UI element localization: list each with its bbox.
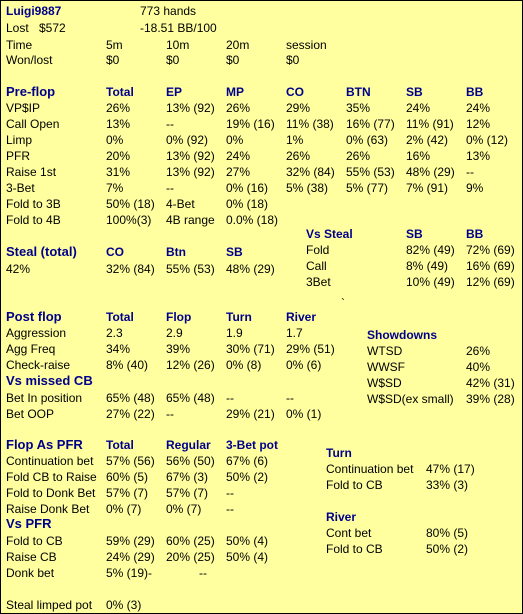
river-fold-cb-value: 50% (2) [426, 542, 469, 556]
aggression-flop: 2.9 [166, 326, 183, 340]
call-open-mp: 19% (16) [226, 117, 275, 131]
raise-donk-regular: 0% (7) [166, 502, 202, 516]
preflop-col-co: CO [286, 85, 304, 99]
fold-to-4b-label: Fold to 4B [6, 213, 61, 227]
wonlost-label: Won/lost [6, 53, 53, 67]
turn-cbet-value: 47% (17) [426, 462, 475, 476]
cbet-total: 57% (56) [106, 454, 155, 468]
postflop-col-total: Total [106, 310, 134, 324]
raise-first-co: 32% (84) [286, 165, 335, 179]
aggression-label: Aggression [6, 326, 67, 340]
fold-cb-raise-label: Fold CB to Raise [6, 470, 97, 484]
wsd-value: 42% (31) [466, 376, 515, 390]
steal-heading: Steal (total) [6, 244, 77, 259]
three-bet-mp: 0% (16) [226, 181, 269, 195]
vs-steal-3bet-bb: 12% (69) [466, 275, 515, 289]
flop-pfr-col-total: Total [106, 438, 134, 452]
vpip-total: 26% [106, 101, 131, 115]
bet-ip-label: Bet In position [6, 391, 83, 405]
pfr-co: 26% [286, 149, 311, 163]
vs-steal-call-sb: 8% (49) [406, 259, 449, 273]
vs-steal-fold-sb: 82% (49) [406, 243, 455, 257]
fold-to-cb-3bet-pot: 50% (4) [226, 534, 269, 548]
vpip-bb: 24% [466, 101, 491, 115]
fold-donk-total: 57% (7) [106, 486, 149, 500]
bet-oop-label: Bet OOP [6, 407, 55, 421]
wsd-ex-small-value: 39% (28) [466, 392, 515, 406]
fold-cb-raise-total: 60% (5) [106, 470, 149, 484]
steal-btn-value: 55% (53) [166, 262, 215, 276]
flop-pfr-heading: Flop As PFR [6, 437, 83, 452]
wsd-label: W$SD [367, 376, 402, 390]
steal-co-value: 32% (84) [106, 262, 155, 276]
call-open-co: 11% (38) [286, 117, 334, 131]
time-session: session [286, 38, 327, 52]
vpip-co: 29% [286, 101, 311, 115]
steal-limped-label: Steal limped pot [6, 598, 93, 612]
steal-col-co: CO [106, 245, 124, 259]
check-raise-turn: 0% (8) [226, 358, 262, 372]
player-name: Luigi9887 [6, 4, 62, 18]
agg-freq-total: 34% [106, 342, 131, 356]
check-raise-total: 8% (40) [106, 358, 149, 372]
vs-steal-heading: Vs Steal [306, 227, 353, 241]
agg-freq-turn: 30% (71) [226, 342, 275, 356]
check-raise-label: Check-raise [6, 358, 71, 372]
limp-label: Limp [6, 133, 33, 147]
vs-steal-col-sb: SB [406, 227, 423, 241]
pfr-sb: 16% [406, 149, 431, 163]
fold-donk-label: Fold to Donk Bet [6, 486, 96, 500]
agg-freq-flop: 39% [166, 342, 191, 356]
preflop-col-sb: SB [406, 85, 423, 99]
river-cbet-label: Cont bet [326, 526, 372, 540]
vpip-mp: 26% [226, 101, 251, 115]
raise-first-ep: 13% (92) [166, 165, 215, 179]
wonlost-20m: $0 [226, 53, 240, 67]
preflop-col-bb: BB [466, 85, 484, 99]
lost-label: Lost [6, 21, 29, 35]
bet-oop-turn: 29% (21) [226, 407, 275, 421]
raise-donk-3bet-pot: -- [226, 502, 234, 516]
raise-first-total: 31% [106, 165, 131, 179]
time-20m: 20m [226, 38, 250, 52]
vpip-ep: 13% (92) [166, 101, 215, 115]
fold-to-cb-total: 59% (29) [106, 534, 155, 548]
bet-ip-total: 65% (48) [106, 391, 155, 405]
donk-bet-total: 5% (19)- [106, 566, 153, 580]
raise-cb-total: 24% (29) [106, 550, 155, 564]
turn-cbet-label: Continuation bet [326, 462, 414, 476]
bet-oop-total: 27% (22) [106, 407, 155, 421]
postflop-col-flop: Flop [166, 310, 192, 324]
fold-to-cb-regular: 60% (25) [166, 534, 215, 548]
check-raise-flop: 12% (26) [166, 358, 215, 372]
aggression-turn: 1.9 [226, 326, 243, 340]
stray-mark: ` [341, 296, 345, 310]
time-label: Time [6, 38, 33, 52]
fold-to-cb-label: Fold to CB [6, 534, 63, 548]
turn-fold-cb-value: 33% (3) [426, 478, 469, 492]
donk-bet-regular: -- [199, 566, 207, 580]
bet-ip-river: -- [286, 391, 294, 405]
cbet-3bet-pot: 67% (6) [226, 454, 269, 468]
bet-ip-turn: -- [226, 391, 234, 405]
wtsd-label: WTSD [367, 344, 403, 358]
bet-ip-flop: 65% (48) [166, 391, 215, 405]
wonlost-session: $0 [286, 53, 300, 67]
three-bet-sb: 7% (91) [406, 181, 449, 195]
wtsd-value: 26% [466, 344, 491, 358]
limp-sb: 2% (42) [406, 133, 449, 147]
raise-first-btn: 55% (53) [346, 165, 395, 179]
raise-first-label: Raise 1st [6, 165, 57, 179]
time-10m: 10m [166, 38, 190, 52]
call-open-total: 13% [106, 117, 131, 131]
postflop-col-river: River [286, 310, 317, 324]
aggression-total: 2.3 [106, 326, 123, 340]
vs-steal-fold-bb: 72% (69) [466, 243, 515, 257]
pfr-bb: 13% [466, 149, 491, 163]
steal-limped-value: 0% (3) [106, 598, 142, 612]
pfr-btn: 26% [346, 149, 371, 163]
river-cbet-value: 80% (5) [426, 526, 469, 540]
vs-steal-3bet-label: 3Bet [306, 275, 331, 289]
raise-cb-regular: 20% (25) [166, 550, 215, 564]
three-bet-total: 7% [106, 181, 124, 195]
agg-freq-label: Agg Freq [6, 342, 56, 356]
pfr-ep: 13% (92) [166, 149, 215, 163]
turn-heading: Turn [326, 446, 352, 460]
fold-to-4b-value: 100%(3) [106, 213, 152, 227]
vs-steal-call-label: Call [306, 259, 327, 273]
fold-to-3b-value: 50% (18) [106, 197, 155, 211]
flop-pfr-col-regular: Regular [166, 438, 211, 452]
four-bet-range-value: 0.0% (18) [226, 213, 279, 227]
cbet-regular: 56% (50) [166, 454, 215, 468]
pfr-label: PFR [6, 149, 30, 163]
call-open-label: Call Open [6, 117, 60, 131]
time-5m: 5m [106, 38, 123, 52]
four-bet-label: 4-Bet [166, 197, 195, 211]
wwsf-value: 40% [466, 360, 491, 374]
call-open-btn: 16% (77) [346, 117, 395, 131]
vs-steal-col-bb: BB [466, 227, 484, 241]
limp-btn: 0% (63) [346, 133, 389, 147]
preflop-col-ep: EP [166, 85, 183, 99]
limp-co: 1% [286, 133, 304, 147]
three-bet-btn: 5% (77) [346, 181, 389, 195]
limp-bb: 0% (12) [466, 133, 509, 147]
agg-freq-river: 29% (51) [286, 342, 335, 356]
cbet-label: Continuation bet [6, 454, 94, 468]
aggression-river: 1.7 [286, 326, 303, 340]
lost-value: $572 [39, 21, 66, 35]
four-bet-value: 0% (18) [226, 197, 269, 211]
three-bet-label: 3-Bet [6, 181, 35, 195]
bet-oop-river: 0% (1) [286, 407, 322, 421]
preflop-col-mp: MP [226, 85, 244, 99]
pfr-mp: 24% [226, 149, 251, 163]
limp-total: 0% [106, 133, 124, 147]
hands-count: 773 hands [140, 4, 197, 18]
raise-cb-label: Raise CB [6, 550, 57, 564]
call-open-bb: 12% [466, 117, 491, 131]
vs-steal-call-bb: 16% (69) [466, 259, 515, 273]
steal-total-value: 42% [6, 262, 31, 276]
preflop-heading: Pre-flop [6, 84, 56, 99]
wonlost-10m: $0 [166, 53, 180, 67]
wonlost-5m: $0 [106, 53, 120, 67]
fold-donk-3bet-pot: -- [226, 486, 234, 500]
river-heading: River [326, 510, 357, 524]
bb-per-100: -18.51 BB/100 [140, 21, 217, 35]
limp-mp: 0% [226, 133, 244, 147]
limp-ep: 0% (92) [166, 133, 209, 147]
wsd-ex-small-label: W$SD(ex small) [367, 392, 454, 406]
river-fold-cb-label: Fold to CB [326, 542, 383, 556]
fold-donk-regular: 57% (7) [166, 486, 209, 500]
steal-col-sb: SB [226, 245, 243, 259]
check-raise-river: 0% (6) [286, 358, 322, 372]
flop-pfr-col-3bet-pot: 3-Bet pot [226, 438, 278, 452]
three-bet-bb: 9% [466, 181, 484, 195]
wwsf-label: WWSF [367, 360, 405, 374]
raise-donk-total: 0% (7) [106, 502, 142, 516]
call-open-sb: 11% (91) [406, 117, 454, 131]
raise-first-bb: -- [466, 165, 474, 179]
raise-first-mp: 27% [226, 165, 251, 179]
three-bet-co: 5% (38) [286, 181, 329, 195]
steal-col-btn: Btn [166, 245, 186, 259]
preflop-col-total: Total [106, 85, 134, 99]
pfr-total: 20% [106, 149, 131, 163]
postflop-heading: Post flop [6, 309, 62, 324]
vpip-label: VP$IP [6, 101, 41, 115]
showdowns-heading: Showdowns [367, 328, 437, 342]
preflop-col-btn: BTN [346, 85, 371, 99]
vpip-sb: 24% [406, 101, 431, 115]
call-open-ep: -- [166, 117, 174, 131]
fold-cb-raise-3bet-pot: 50% (2) [226, 470, 269, 484]
vs-steal-3bet-sb: 10% (49) [406, 275, 455, 289]
vpip-btn: 35% [346, 101, 371, 115]
raise-cb-3bet-pot: 50% (4) [226, 550, 269, 564]
raise-first-sb: 48% (29) [406, 165, 455, 179]
fold-to-3b-label: Fold to 3B [6, 197, 61, 211]
missed-cb-heading: Vs missed CB [6, 373, 93, 388]
vs-pfr-heading: Vs PFR [6, 516, 52, 531]
bet-oop-flop: -- [166, 407, 174, 421]
steal-sb-value: 48% (29) [226, 262, 275, 276]
three-bet-ep: -- [166, 181, 174, 195]
vs-steal-fold-label: Fold [306, 243, 330, 257]
raise-donk-label: Raise Donk Bet [6, 502, 90, 516]
postflop-col-turn: Turn [226, 310, 252, 324]
fold-cb-raise-regular: 67% (3) [166, 470, 209, 484]
four-bet-range-label: 4B range [166, 213, 215, 227]
turn-fold-cb-label: Fold to CB [326, 478, 383, 492]
donk-bet-label: Donk bet [6, 566, 55, 580]
